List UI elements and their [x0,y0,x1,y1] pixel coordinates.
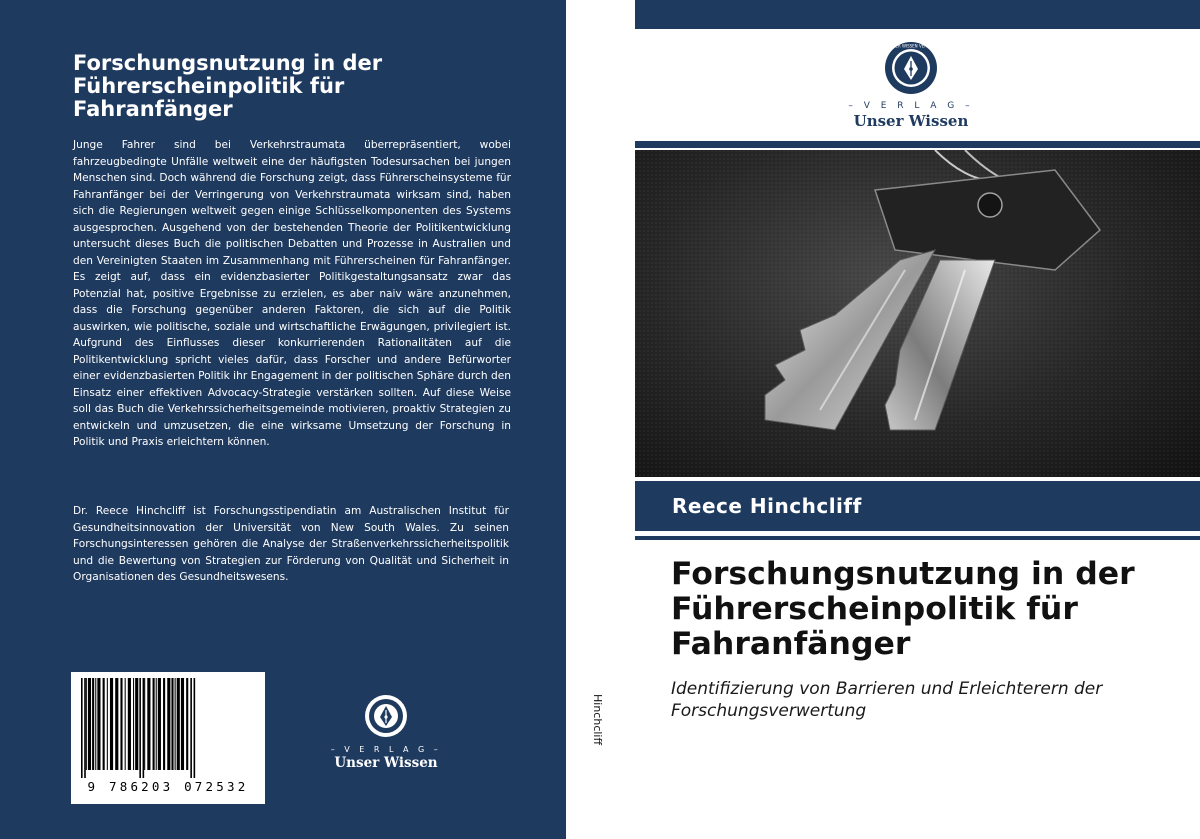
barcode-bar [139,678,141,778]
barcode-bar [125,678,126,770]
barcode-bar [181,678,184,770]
barcode-bar [97,678,100,770]
barcode-bar [133,678,134,770]
barcode-bar [153,678,155,770]
barcode-bar [171,678,173,770]
publisher-name: Unser Wissen [334,755,438,771]
barcode-bar [143,678,145,778]
back-cover-title: Forschungsnutzung in der Führerscheinpolitik für Fahranfänger [73,51,383,121]
barcode-bar [128,678,131,770]
seal-text: UNSER WISSEN VERLAG [886,43,936,49]
barcode-bar [194,678,196,778]
barcode-bar [158,678,161,770]
barcode-bars [77,678,259,778]
barcode-bar [84,678,86,778]
publisher-logo-front [845,41,977,130]
barcode-bar [107,678,108,770]
verlag-label: – V E R L A G – [848,101,974,111]
front-author-name: Reece Hinchcliff [672,494,862,518]
pen-nib-seal-icon [884,41,938,95]
cover-photo-keys [635,150,1200,477]
barcode-bar [81,678,83,778]
barcode-bar [95,678,96,770]
publisher-name: Unser Wissen [853,112,969,130]
author-bio: Dr. Reece Hinchcliff ist Forschungsstipendiatin am Australischen Institut für Gesundheitsinnovation der Universität von New South Wales. Zu seinen Forschungsinteressen gehören die Analyse der Straßenverkehrssicherheitspolitik und die Bewertung von Strategien zur Förderung von Qualität und Sicherheit in Organisationen des Gesundheitswesens. [73,505,509,583]
barcode-bar [190,678,192,778]
barcode-bar [156,678,157,770]
barcode-bar [110,678,113,770]
back-cover-blurb: Junge Fahrer sind bei Verkehrstraumata überrepräsentiert, wobei fahrzeugbedingte Unfälle weltweit eine der häufigsten Todesursachen bei jungen Menschen sind. Doch während die Forschung zeigt, dass Führerscheinsysteme für Fahranfänger bei der Verringerung von Verkehrstraumata wirksam sind, haben sich die Regierungen weltweit gegen einige Schlüsselkomponenten des Systems ausgesprochen. Ausgehend von der bestehenden Theorie der Politikentwicklung untersucht dieses Buch die politischen Debatten und Prozesse in Australien und den Vereinigten Staaten im Zusammenhang mit Führerscheinen für Fahranfänger. Es zeigt auf, dass ein evidenzbasierter Politikgestaltungsansatz zwar das Potenzial hat, positive Ergebnisse zu erzielen, es aber naiv wäre anzunehmen, dass die Forschung gegenüber anderen Faktoren, die sich auf die Politik auswirken, wie politische, soziale und wirtschaftliche Erwägungen, privilegiert ist. Aufgrund des Einflusses dieser konkurrierenden Rationalitäten auf die Politikentwicklung spricht vieles dafür, dass Forscher und andere Befürworter einer evidenzbasierten Politik ihr Engagement in der politischen Sphäre durch den Einsatz einer effektiven Advocacy-Strategie verstärken sollten. Auf diese Weise soll das Buch die Verkehrssicherheitsgemeinde motivieren, proaktiv Strategien zu entwickeln und umzusetzen, die eine wirksame Umsetzung der Forschung in Politik und Praxis erleichtern können. [73,139,511,448]
keys-icon [635,150,1200,477]
front-top-bar [635,0,1200,29]
front-subtitle: Identifizierung von Barrieren und Erleichterern der Forschungsverwertung [671,679,1103,721]
divider-rule [635,141,1200,148]
isbn-number: 9 786203 072532 [87,779,249,794]
front-title: Forschungsnutzung in der Führerscheinpolitik für Fahranfänger [671,556,1135,662]
barcode-bar [115,678,118,770]
publisher-logo-back [326,693,446,771]
barcode-bar [86,678,87,770]
barcode [71,672,265,804]
barcode-bar [92,678,94,770]
barcode-bar [147,678,150,770]
spine-author: Hinchcliff [591,694,604,746]
back-cover [0,0,566,839]
barcode-bar [135,678,138,770]
pen-nib-seal-icon [363,693,409,739]
barcode-bar [144,678,145,770]
barcode-bar [88,678,91,770]
author-band [635,481,1200,531]
barcode-bar [186,678,188,770]
barcode-bar [167,678,170,770]
verlag-label: – V E R L A G – [330,745,442,754]
barcode-bar [163,678,165,770]
barcode-bar [175,678,176,770]
barcode-bar [103,678,105,770]
barcode-bar [177,678,180,770]
divider-rule-thin [635,536,1200,540]
barcode-bar [120,678,122,770]
